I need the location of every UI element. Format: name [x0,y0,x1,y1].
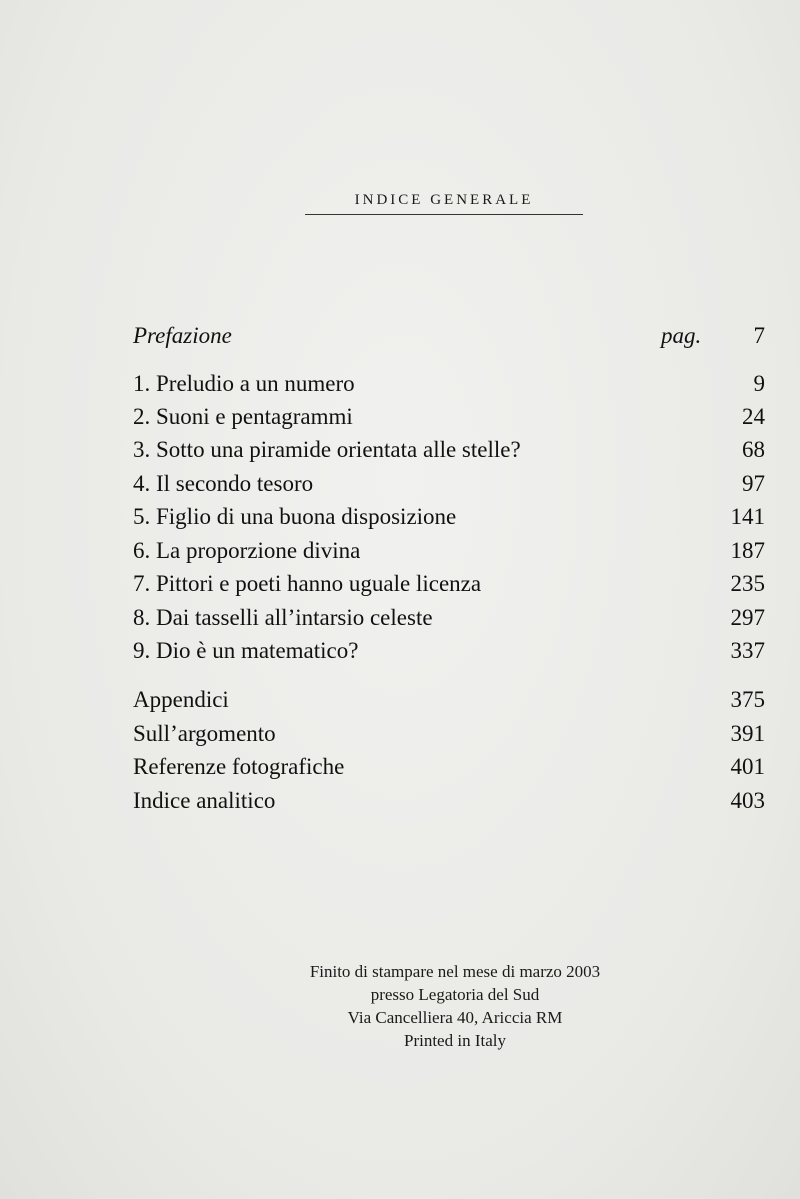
toc-entry-page: 24 [742,404,765,429]
toc-entry-page: 337 [730,638,765,663]
toc-entry-title: Sull’argomento [133,721,276,746]
toc-entry-back-matter [133,685,765,715]
toc-entry-title: 6. La proporzione divina [133,538,361,563]
toc-entry-back-matter [133,719,765,749]
toc-entry-title: 1. Preludio a un numero [133,371,355,396]
toc-entry-page: 297 [730,605,765,630]
toc-entry-chapter [133,569,765,599]
toc-entry-title: 2. Suoni e pentagrammi [133,404,353,429]
toc-entry-chapter [133,603,765,633]
toc-entry-title: 7. Pittori e poeti hanno uguale licenza [133,571,482,596]
toc-entry-page: 141 [730,504,765,529]
toc-entry-page: 391 [730,721,765,746]
colophon-line: Printed in Italy [404,1031,506,1050]
toc-entry-title: 3. Sotto una piramide orientata alle stelle? [133,437,521,462]
toc-entry-title: 8. Dai tasselli all’intarsio celeste [133,605,433,630]
pag-label: pag. [661,323,702,348]
toc-entry-page: 187 [730,538,765,563]
toc-entry-page: 68 [742,437,765,462]
toc-entry-title: Referenze fotografiche [133,754,345,779]
colophon-line: Finito di stampare nel mese di marzo 2003 [309,962,601,981]
toc-entry-chapter [133,402,765,432]
toc-entry-title: 9. Dio è un matematico? [133,638,359,663]
toc-entry-page: 403 [730,788,765,813]
toc-entry-chapter [133,636,765,666]
toc-entry-title: 4. Il secondo tesoro [133,471,314,496]
colophon-line: Via Cancelliera 40, Ariccia RM [347,1008,563,1027]
colophon-line: presso Legatoria del Sud [370,985,540,1004]
toc-entry-chapter [133,536,765,566]
toc-entry-title: Indice analitico [133,788,276,813]
toc-entry-title: Appendici [133,687,229,712]
heading-underline [305,214,583,215]
toc-entry-title: 5. Figlio di una buona disposizione [133,504,457,529]
toc-entry-page: 401 [730,754,765,779]
colophon [230,960,680,1052]
index-heading: INDICE GENERALE [354,192,534,208]
toc-entry-chapter [133,435,765,465]
toc-entry-page: 97 [742,471,765,496]
toc-entry-back-matter [133,752,765,782]
toc-entry-page: 235 [730,571,765,596]
toc-entry-page: 375 [730,687,765,712]
toc-entry-back-matter [133,786,765,816]
toc-entry-chapter [133,469,765,499]
toc-entry-chapter [133,369,765,399]
toc-entry-chapter [133,502,765,532]
toc-entry-preface [133,321,765,351]
toc-entry-page: 7 [753,323,765,348]
toc-entry-title: Prefazione [133,323,232,348]
toc-entry-page: 9 [753,371,765,396]
